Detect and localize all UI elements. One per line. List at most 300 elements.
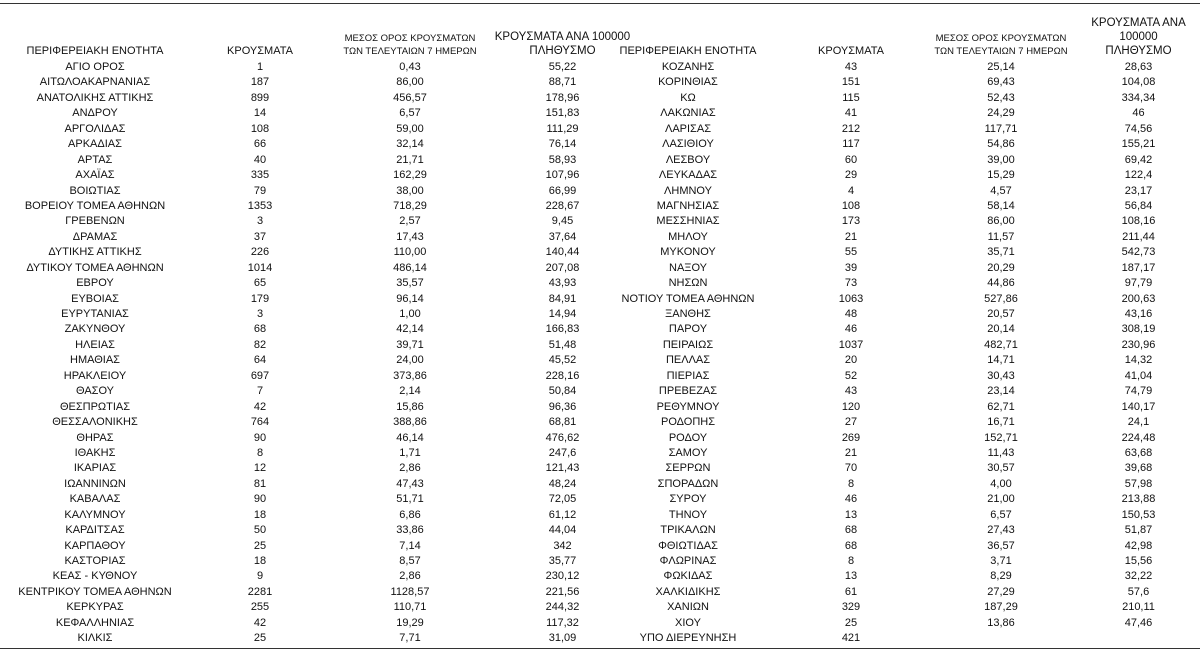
cell-region: ΛΕΣΒΟΥ (665, 153, 711, 166)
cell-per100k: 228,16 (545, 369, 580, 382)
header-per100k: ΚΡΟΥΣΜΑΤΑ ΑΝΑ 100000 ΠΛΗΘΥΣΜΟ (1091, 17, 1186, 57)
table-row (0, 184, 635, 199)
cell-cases: 60 (844, 153, 858, 166)
cell-per100k: 15,56 (1124, 555, 1153, 567)
cell-avg7 (921, 631, 1081, 646)
cell-per100k: 308,19 (1121, 323, 1156, 336)
cell-avg7: 69,43 (987, 76, 1015, 89)
table-row (0, 338, 635, 353)
left-table-body (0, 60, 635, 647)
table-row (595, 245, 1196, 260)
table-row (0, 631, 635, 646)
cell-avg7: 1128,57 (390, 585, 430, 598)
cell-per100k (1081, 631, 1196, 646)
cell-cases: 187 (250, 76, 270, 89)
cell-per100k: 42,98 (1124, 539, 1153, 552)
cell-per100k: 121,43 (545, 462, 580, 475)
cell-cases: 226 (250, 246, 270, 259)
cell-cases: 13 (844, 570, 858, 583)
cell-region: ΛΑΚΩΝΙΑΣ (660, 107, 716, 120)
cell-avg7: 33,86 (396, 524, 424, 537)
cell-cases: 27 (844, 416, 858, 429)
cell-cases: 52 (844, 369, 858, 382)
cell-cases: 1014 (247, 261, 273, 274)
cell-region: ΙΘΑΚΗΣ (74, 446, 116, 459)
table-row (595, 523, 1196, 538)
cell-cases: 12 (253, 462, 267, 475)
cell-cases: 29 (844, 169, 858, 182)
cell-region: ΕΥΒΟΙΑΣ (71, 292, 119, 305)
cell-region: ΗΜΑΘΙΑΣ (70, 354, 120, 367)
cell-avg7: 152,71 (984, 431, 1018, 444)
cell-avg7: 8,57 (399, 555, 421, 567)
table-row (595, 569, 1196, 584)
cell-avg7: 16,71 (987, 416, 1015, 429)
cell-per100k: 150,53 (1121, 508, 1156, 521)
cell-region: ΗΛΕΙΑΣ (75, 338, 115, 351)
table-row (595, 508, 1196, 523)
cell-region: ΕΒΡΟΥ (76, 277, 114, 290)
cell-avg7: 1,71 (399, 446, 421, 459)
cell-region: ΠΡΕΒΕΖΑΣ (658, 385, 718, 398)
table-row (595, 369, 1196, 384)
cell-per100k: 66,99 (548, 184, 577, 197)
cell-region: ΠΙΕΡΙΑΣ (666, 369, 710, 382)
cell-region: ΝΑΞΟΥ (669, 261, 707, 274)
cell-region: ΑΓΙΟ ΟΡΟΣ (65, 61, 125, 73)
table-row (595, 400, 1196, 415)
cell-avg7: 110,00 (393, 246, 427, 259)
table-row (0, 400, 635, 415)
table-row (595, 292, 1196, 307)
cell-per100k: 39,68 (1124, 462, 1153, 475)
cell-avg7: 58,14 (987, 199, 1015, 212)
table-row (595, 353, 1196, 368)
cell-per100k: 104,08 (1121, 76, 1156, 89)
cell-cases: 421 (841, 632, 861, 645)
cell-avg7: 36,57 (987, 539, 1015, 552)
table-row (0, 353, 635, 368)
cell-region: ΥΠΟ ΔΙΕΡΕΥΝΗΣΗ (639, 632, 737, 645)
cell-per100k: 72,05 (548, 493, 577, 506)
cell-per100k: 476,62 (545, 431, 580, 444)
cell-cases: 3 (256, 215, 264, 228)
cell-region: ΘΕΣΠΡΩΤΙΑΣ (59, 400, 131, 413)
cell-cases: 40 (253, 153, 267, 166)
header-cases: ΚΡΟΥΣΜΑΤΑ (818, 45, 884, 57)
cell-per100k: 342 (553, 539, 572, 552)
cell-avg7: 1,00 (399, 308, 421, 320)
cell-avg7: 32,14 (396, 138, 424, 151)
table-row (595, 631, 1196, 646)
cell-avg7: 17,43 (396, 230, 424, 243)
cell-avg7: 6,86 (399, 508, 421, 521)
table-row (0, 214, 635, 229)
cell-avg7: 21,00 (987, 493, 1015, 506)
table-row (595, 106, 1196, 121)
cell-per100k: 88,71 (548, 76, 577, 89)
cell-avg7: 6,57 (399, 107, 421, 120)
cell-region: ΧΑΝΙΩΝ (667, 601, 709, 614)
cell-avg7: 8,29 (990, 570, 1012, 583)
cell-avg7: 6,57 (990, 508, 1012, 521)
cell-avg7: 110,71 (393, 601, 427, 614)
cell-cases: 14 (253, 107, 267, 120)
table-row (595, 153, 1196, 168)
table-row (0, 199, 635, 214)
table-row (0, 276, 635, 291)
table-row (0, 153, 635, 168)
cell-region: ΔΥΤΙΚΟΥ ΤΟΜΕΑ ΑΘΗΝΩΝ (26, 261, 164, 274)
cell-cases: 42 (253, 616, 267, 629)
table-row (0, 91, 635, 106)
cell-avg7: 47,43 (396, 477, 424, 490)
table-row (595, 554, 1196, 569)
cell-cases: 697 (250, 369, 270, 382)
table-row (0, 245, 635, 260)
cell-region: ΚΑΣΤΟΡΙΑΣ (64, 555, 126, 567)
cell-per100k: 44,04 (548, 524, 577, 537)
cell-region: ΛΗΜΝΟΥ (664, 184, 712, 197)
cell-cases: 46 (844, 323, 858, 336)
cell-per100k: 200,63 (1121, 292, 1156, 305)
table-row (595, 322, 1196, 337)
cell-avg7: 96,14 (396, 292, 424, 305)
cell-region: ΡΕΘΥΜΝΟΥ (656, 400, 720, 413)
cell-avg7: 46,14 (396, 431, 424, 444)
cell-per100k: 84,91 (548, 292, 577, 305)
cell-cases: 64 (253, 354, 267, 367)
cell-region: ΧΙΟΥ (675, 616, 701, 629)
cell-per100k: 56,84 (1124, 199, 1153, 212)
table-row (0, 569, 635, 584)
cell-cases: 79 (253, 184, 267, 197)
cell-per100k: 76,14 (548, 138, 577, 151)
right-table-header (595, 14, 1196, 58)
cell-avg7: 2,14 (399, 385, 421, 398)
cell-region: ΤΡΙΚΑΛΩΝ (660, 524, 716, 537)
table-row (0, 168, 635, 183)
table-row (595, 168, 1196, 183)
cell-region: ΗΡΑΚΛΕΙΟΥ (63, 369, 127, 382)
cell-region: ΚΕΑΣ - ΚΥΘΝΟΥ (52, 570, 138, 583)
cell-avg7: 86,00 (396, 76, 424, 89)
cell-cases: 81 (253, 477, 267, 490)
cell-per100k: 122,4 (1124, 169, 1153, 182)
cell-cases: 255 (250, 601, 270, 614)
cell-region: ΚΩ (680, 91, 696, 104)
cell-avg7: 373,86 (393, 369, 427, 382)
cell-per100k: 213,88 (1121, 493, 1156, 506)
cell-cases: 1353 (247, 199, 273, 212)
cell-per100k: 57,98 (1124, 477, 1153, 490)
cell-cases: 13 (844, 508, 858, 521)
cell-region: ΛΕΥΚΑΔΑΣ (658, 169, 718, 182)
cell-region: ΠΕΙΡΑΙΩΣ (662, 338, 714, 351)
cell-per100k: 55,22 (548, 61, 577, 73)
cell-per100k: 32,22 (1124, 570, 1153, 583)
cell-cases: 25 (253, 539, 267, 552)
cell-region: ΘΗΡΑΣ (76, 431, 114, 444)
cell-avg7: 162,29 (393, 169, 427, 182)
cell-cases: 18 (253, 555, 267, 567)
cell-cases: 151 (841, 76, 861, 89)
cell-per100k: 41,04 (1124, 369, 1153, 382)
cell-region: ΚΑΒΑΛΑΣ (69, 493, 121, 506)
cell-avg7: 23,14 (987, 385, 1015, 398)
cell-cases: 2281 (247, 585, 273, 598)
cell-avg7: 13,86 (987, 616, 1015, 629)
cell-region: ΒΟΙΩΤΙΑΣ (69, 184, 121, 197)
cell-avg7: 2,57 (399, 215, 421, 228)
cell-per100k: 166,83 (545, 323, 580, 336)
cell-per100k: 50,84 (548, 385, 577, 398)
cell-avg7: 20,57 (987, 308, 1015, 320)
cell-per100k: 207,08 (545, 261, 580, 274)
cell-cases: 9 (256, 570, 264, 583)
cell-region: ΝΟΤΙΟΥ ΤΟΜΕΑ ΑΘΗΝΩΝ (621, 292, 755, 305)
table-row (595, 384, 1196, 399)
cell-per100k: 57,6 (1127, 585, 1150, 598)
cell-region: ΙΩΑΝΝΙΝΩΝ (64, 477, 126, 490)
cell-avg7: 2,86 (399, 570, 421, 583)
cell-per100k: 210,11 (1122, 601, 1155, 614)
cell-per100k: 230,12 (545, 570, 580, 583)
cell-per100k: 224,48 (1121, 431, 1156, 444)
cell-per100k: 228,67 (545, 199, 580, 212)
cell-region: ΛΑΡΙΣΑΣ (664, 122, 711, 135)
cell-per100k: 96,36 (548, 400, 577, 413)
cell-region: ΣΕΡΡΩΝ (665, 462, 711, 475)
table-row (0, 322, 635, 337)
cell-cases: 1037 (838, 338, 864, 351)
cell-avg7: 4,57 (990, 184, 1012, 197)
cell-per100k: 244,32 (545, 601, 580, 614)
table-row (0, 508, 635, 523)
cell-avg7: 2,86 (399, 462, 421, 475)
cell-per100k: 46 (1132, 107, 1145, 120)
cell-cases: 335 (250, 169, 270, 182)
cell-avg7: 27,43 (987, 524, 1015, 537)
cell-cases: 120 (841, 400, 861, 413)
cell-region: ΦΛΩΡΙΝΑΣ (659, 555, 717, 567)
cell-cases: 68 (844, 524, 858, 537)
table-row (0, 616, 635, 631)
table-row (595, 585, 1196, 600)
cell-region: ΑΡΓΟΛΙΔΑΣ (64, 122, 126, 135)
cell-cases: 90 (253, 431, 267, 444)
cell-avg7: 44,86 (987, 277, 1015, 290)
header-region: ΠΕΡΙΦΕΡΕΙΑΚΗ ΕΝΟΤΗΤΑ (26, 45, 164, 57)
table-row (595, 539, 1196, 554)
cell-region: ΚΑΛΥΜΝΟΥ (64, 508, 126, 521)
cell-cases: 68 (253, 323, 267, 336)
table-row (0, 307, 635, 322)
cell-cases: 39 (844, 261, 858, 274)
cell-avg7: 15,29 (987, 169, 1015, 182)
cell-region: ΦΩΚΙΔΑΣ (663, 570, 713, 583)
table-row (595, 137, 1196, 152)
cell-cases: 68 (844, 539, 858, 552)
top-border (0, 3, 1200, 4)
cell-avg7: 62,71 (987, 400, 1015, 413)
cell-per100k: 43,16 (1124, 308, 1153, 320)
cell-per100k: 45,52 (548, 354, 577, 367)
cell-avg7: 30,57 (987, 462, 1015, 475)
cell-region: ΚΕΡΚΥΡΑΣ (66, 601, 124, 614)
cell-region: ΔΥΤΙΚΗΣ ΑΤΤΙΚΗΣ (48, 246, 142, 259)
cell-avg7: 482,71 (984, 338, 1018, 351)
cell-cases: 108 (250, 122, 270, 135)
cell-per100k: 9,45 (551, 215, 574, 228)
cell-cases: 55 (844, 246, 858, 259)
cell-avg7: 20,14 (987, 323, 1015, 336)
table-row (0, 60, 635, 75)
right-table-body (595, 60, 1196, 647)
cell-per100k: 74,56 (1124, 122, 1153, 135)
cell-avg7: 39,71 (396, 338, 424, 351)
cell-avg7: 25,14 (987, 61, 1015, 73)
cell-per100k: 23,17 (1124, 184, 1153, 197)
cell-region: ΚΑΡΠΑΘΟΥ (64, 539, 126, 552)
table-row (0, 539, 635, 554)
table-row (0, 585, 635, 600)
cell-region: ΠΕΛΛΑΣ (665, 354, 711, 367)
cell-per100k: 107,96 (545, 169, 580, 182)
cell-region: ΚΟΖΑΝΗΣ (661, 61, 715, 73)
cell-per100k: 51,48 (548, 338, 577, 351)
cell-per100k: 211,44 (1122, 230, 1155, 243)
table-row (595, 60, 1196, 75)
cell-avg7: 39,00 (987, 153, 1015, 166)
cell-avg7: 456,57 (393, 91, 427, 104)
cell-region: ΚΕΦΑΛΛΗΝΙΑΣ (55, 616, 135, 629)
table-row (595, 461, 1196, 476)
table-row (595, 477, 1196, 492)
cell-per100k: 97,79 (1124, 277, 1153, 290)
bottom-border (0, 648, 1200, 649)
cell-avg7: 187,29 (984, 601, 1018, 614)
cell-region: ΒΟΡΕΙΟΥ ΤΟΜΕΑ ΑΘΗΝΩΝ (24, 199, 166, 212)
header-region: ΠΕΡΙΦΕΡΕΙΑΚΗ ΕΝΟΤΗΤΑ (619, 45, 757, 57)
cell-avg7: 19,29 (396, 616, 424, 629)
table-row (0, 523, 635, 538)
cell-region: ΣΠΟΡΑΔΩΝ (657, 477, 719, 490)
cell-cases: 21 (844, 446, 858, 459)
cell-region: ΑΝΑΤΟΛΙΚΗΣ ΑΤΤΙΚΗΣ (36, 91, 154, 104)
cell-cases: 41 (844, 107, 858, 120)
cell-cases: 73 (844, 277, 858, 290)
table-row (0, 369, 635, 384)
cell-per100k: 35,77 (548, 555, 577, 567)
cell-avg7: 117,71 (984, 122, 1018, 135)
cell-per100k: 230,96 (1121, 338, 1156, 351)
table-row (595, 446, 1196, 461)
cell-region: ΛΑΣΙΘΙΟΥ (662, 138, 714, 151)
table-row (0, 415, 635, 430)
table-row (0, 446, 635, 461)
cell-per100k: 178,96 (545, 91, 580, 104)
table-row (595, 214, 1196, 229)
table-row (0, 492, 635, 507)
cell-avg7: 11,43 (987, 446, 1015, 459)
cell-per100k: 74,79 (1124, 385, 1153, 398)
cell-region: ΡΟΔΟΥ (668, 431, 708, 444)
cell-cases: 66 (253, 138, 267, 151)
cell-cases: 329 (841, 601, 861, 614)
cell-cases: 115 (842, 91, 860, 104)
cell-per100k: 51,87 (1124, 524, 1153, 537)
cell-cases: 37 (253, 230, 267, 243)
cell-cases: 4 (847, 184, 855, 197)
cell-per100k: 140,17 (1121, 400, 1156, 413)
cell-cases: 764 (250, 416, 270, 429)
cell-per100k: 111,29 (546, 122, 579, 135)
cell-cases: 90 (253, 493, 267, 506)
table-row (595, 492, 1196, 507)
cell-region: ΡΟΔΟΠΗΣ (660, 416, 716, 429)
cell-region: ΧΑΛΚΙΔΙΚΗΣ (655, 585, 721, 598)
cell-avg7: 51,71 (396, 493, 424, 506)
table-row (595, 338, 1196, 353)
cell-avg7: 7,14 (399, 539, 421, 552)
cell-region: ΝΗΣΩΝ (668, 277, 708, 290)
table-row (595, 91, 1196, 106)
cell-avg7: 3,71 (990, 555, 1012, 567)
cell-avg7: 24,29 (987, 107, 1015, 120)
cell-per100k: 31,09 (548, 632, 577, 645)
cell-cases: 117 (842, 138, 860, 151)
cell-cases: 899 (250, 91, 270, 104)
table-row (595, 199, 1196, 214)
cell-cases: 50 (253, 524, 267, 537)
cell-cases: 82 (253, 338, 267, 351)
cell-avg7: 4,00 (990, 477, 1012, 490)
cell-per100k: 63,68 (1124, 446, 1153, 459)
cell-per100k: 542,73 (1121, 246, 1156, 259)
cell-avg7: 20,29 (987, 261, 1015, 274)
cell-avg7: 86,00 (987, 215, 1015, 228)
cell-per100k: 334,34 (1121, 91, 1156, 104)
cell-region: ΔΡΑΜΑΣ (72, 230, 118, 243)
cell-cases: 21 (844, 230, 858, 243)
cell-region: ΑΧΑΪΑΣ (75, 169, 115, 182)
cell-region: ΑΝΔΡΟΥ (72, 107, 118, 120)
cell-avg7: 14,71 (987, 354, 1015, 367)
cell-region: ΚΑΡΔΙΤΣΑΣ (65, 524, 125, 537)
cell-cases: 8 (847, 555, 855, 567)
cell-avg7: 15,86 (396, 400, 424, 413)
table-row (595, 431, 1196, 446)
cell-avg7: 11,57 (987, 230, 1015, 243)
cell-region: ΘΑΣΟΥ (75, 385, 115, 398)
cell-region: ΜΥΚΟΝΟΥ (660, 246, 716, 259)
cell-region: ΞΑΝΘΗΣ (665, 308, 711, 320)
cell-per100k: 68,81 (548, 416, 577, 429)
table-row (595, 276, 1196, 291)
cell-avg7: 0,43 (399, 61, 421, 73)
cell-region: ΖΑΚΥΝΘΟΥ (64, 323, 126, 336)
header-per100k: ΚΡΟΥΣΜΑΤΑ ΑΝΑ 100000 ΠΛΗΘΥΣΜΟ (494, 31, 631, 57)
table-row (595, 122, 1196, 137)
cell-per100k: 140,44 (545, 246, 580, 259)
cell-region: ΚΕΝΤΡΙΚΟΥ ΤΟΜΕΑ ΑΘΗΝΩΝ (18, 585, 172, 598)
cell-avg7: 30,43 (987, 369, 1015, 382)
cell-cases: 43 (844, 385, 858, 398)
cell-cases: 61 (844, 585, 858, 598)
cell-cases: 43 (844, 61, 858, 73)
cell-avg7: 54,86 (987, 138, 1015, 151)
